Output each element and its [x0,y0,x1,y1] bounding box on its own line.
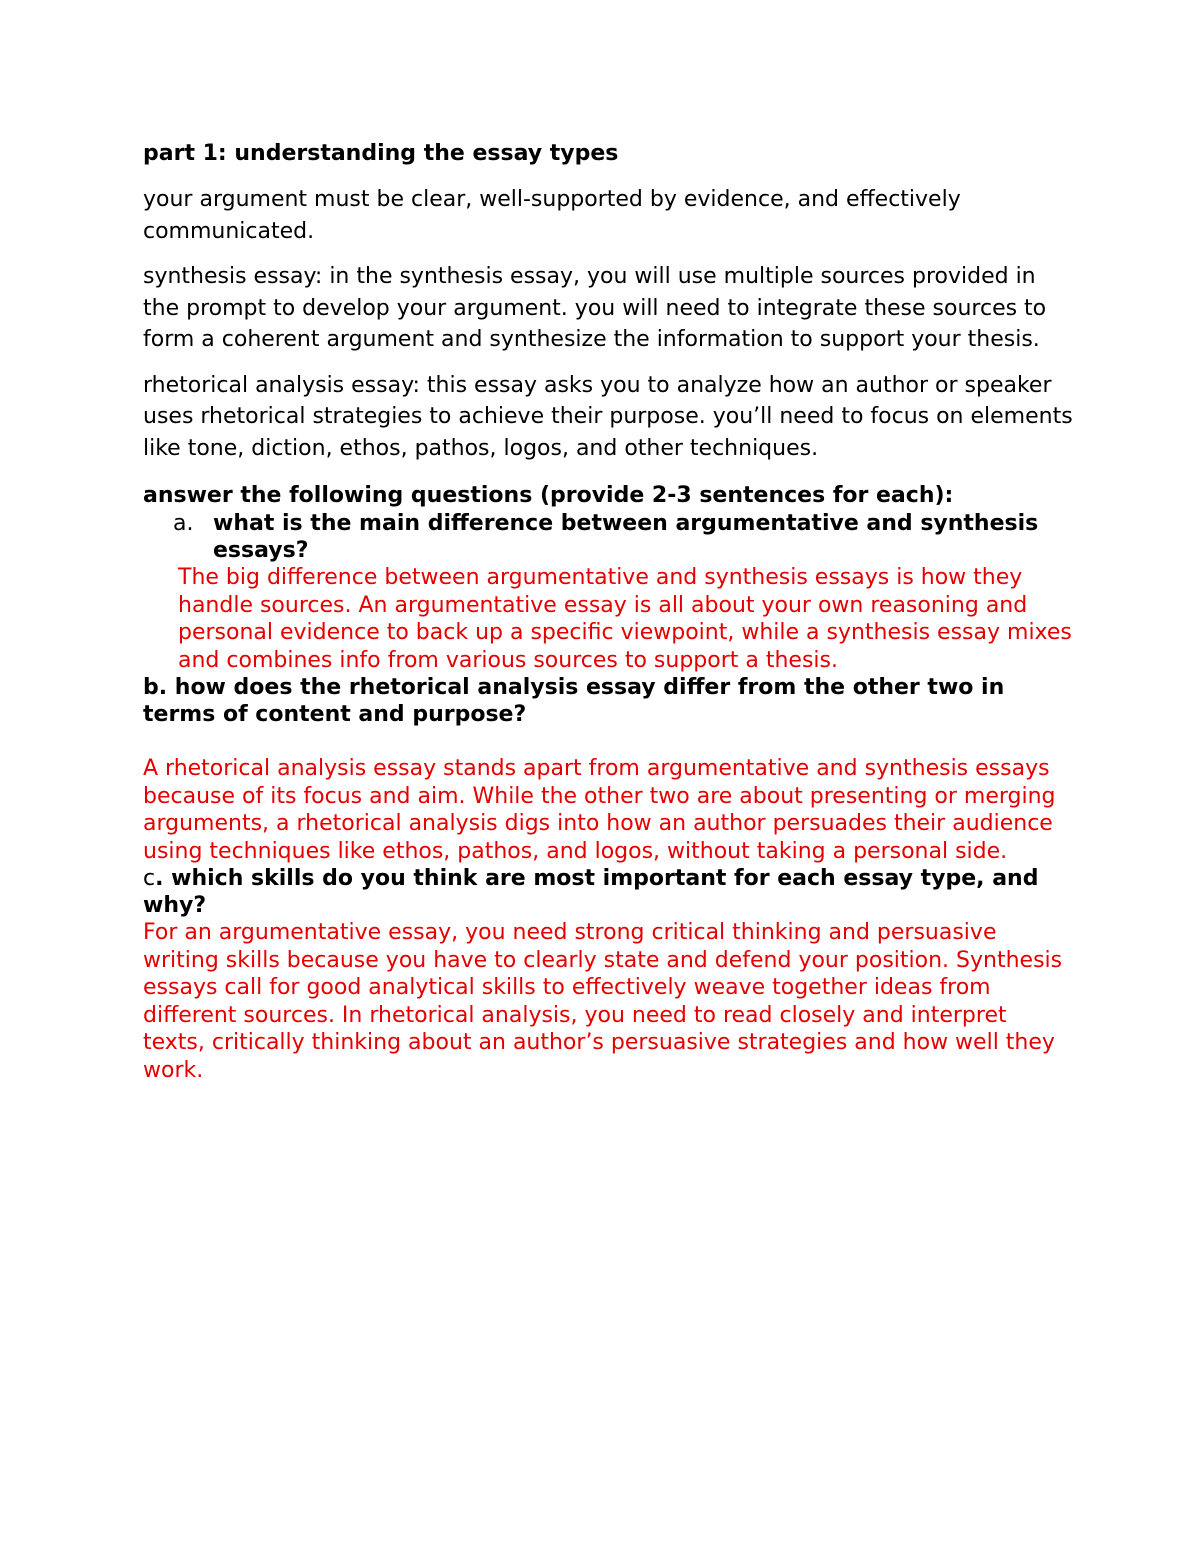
synthesis-paragraph: synthesis essay: in the synthesis essay, you will use multiple sources provided in the prompt to develop your argument. you will need to integrate these sources to form a coherent argument and synthesize the information to support your thesis. [143,264,1047,352]
rhetorical-paragraph: rhetorical analysis essay: this essay asks you to analyze how an author or speaker uses rhetorical strategies to achieve their purpose. you’ll need to focus on elements like tone, diction, ethos, pathos, logos, and other techniques. [143,372,1073,461]
question-a [143,510,1073,564]
question-b [143,674,1073,728]
answer-c: For an argumentative essay, you need strong critical thinking and persuasive writing skills because you have to clearly state and defend your position. Synthesis essays call for good analytical skills to effectively weave together ideas from different sources. In rhetorical analysis, you need to read closely and interpret texts, critically thinking about an author’s persuasive strategies and how well they work. [143,920,1063,1083]
answer-b: A rhetorical analysis essay stands apart from argumentative and synthesis essays because of its focus and aim. While the other two are about presenting or merging arguments, a rhetorical analysis digs into how an author persuades their audience using techniques like ethos, pathos, and logos, without taking a personal side. [143,756,1056,864]
answer-a: The big difference between argumentative and synthesis essays is how they handle sources. An argumentative essay is all about your own reasoning and personal evidence to back up a specific viewpoint, while a synthesis essay mixes and combines info from various sources to support a thesis. [178,565,1072,673]
blank-line [143,728,1073,755]
document-page [143,138,1073,1084]
intro-paragraph: your argument must be clear, well-supported by evidence, and effectively communicated. [143,187,961,244]
question-c-text: . which skills do you think are most important for each essay type, and why? [143,866,1039,918]
instructions: answer the following questions (provide 2-3 sentences for each): [143,483,954,508]
question-c [143,865,1073,919]
question-b-text: how does the rhetorical analysis essay differ from the other two in terms of content and purpose? [143,675,1005,727]
question-c-marker: c [143,866,156,891]
question-a-marker: a. [173,511,194,536]
question-a-text: what is the main difference between argumentative and synthesis essays? [213,511,1039,563]
question-b-marker: b. [143,675,168,700]
section-heading: part 1: understanding the essay types [143,141,619,166]
